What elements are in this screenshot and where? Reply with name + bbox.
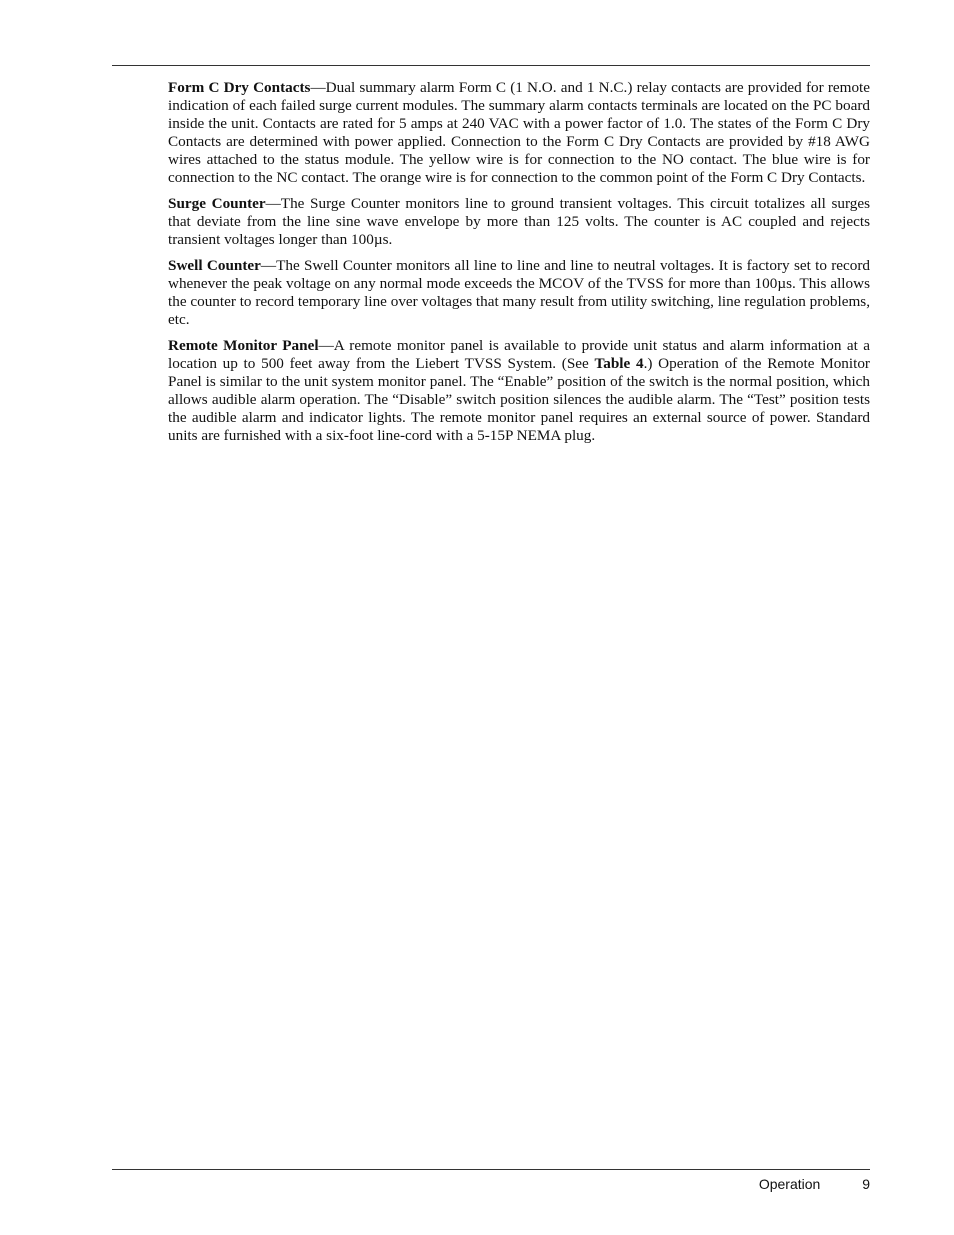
- footer-section-title: Operation: [758, 1176, 821, 1192]
- paragraph-text: —The Swell Counter monitors all line to line and line to neutral voltages. It is factory set to record whenever the peak voltage on any normal mode exceeds the MCOV of the TVSS for more than 100µs. This allows the counter to record temporary line over voltages that many result from utility switching, line regulation problems, etc.: [168, 257, 870, 328]
- paragraph-swell-counter: [168, 257, 870, 329]
- page-number: 9: [862, 1176, 870, 1192]
- paragraph-text-after-ref: .) Operation of the Remote Monitor Panel is similar to the unit system monitor panel. The “Enable” position of the switch is the normal position, which allows audible alarm operation. The “Disable” switch position silences the audible alarm. The “Test” position tests the audible alarm and indicator lights. The remote monitor panel requires an external source of power. Standard units are furnished with a six-foot line-cord with a 5-15P NEMA plug.: [168, 355, 870, 444]
- page-footer: [759, 1176, 870, 1192]
- footer-rule: [112, 1169, 870, 1170]
- table-reference-link[interactable]: Table 4: [594, 355, 644, 372]
- paragraph-text: —Dual summary alarm Form C (1 N.O. and 1 N.C.) relay contacts are provided for remote indication of each failed surge current modules. The summary alarm contacts terminals are located on the PC board inside the unit. Contacts are rated for 5 amps at 240 VAC with a power factor of 1.0. The states of the Form C Dry Contacts are determined with power applied. Connection to the Form C Dry Contacts are provided by #18 AWG wires attached to the status module. The yellow wire is for connection to the NO contact. The blue wire is for connection to the NC contact. The orange wire is for connection to the common point of the Form C Dry Contacts.: [168, 79, 870, 186]
- paragraph-text: —The Surge Counter monitors line to ground transient voltages. This circuit totalizes all surges that deviate from the line sine wave envelope by more than 125 volts. The counter is AC coupled and rejects transient voltages longer than 100µs.: [168, 195, 870, 248]
- paragraph-remote-monitor-panel: [168, 337, 870, 445]
- header-rule: [112, 65, 870, 66]
- paragraph-surge-counter: [168, 195, 870, 249]
- paragraph-form-c-dry-contacts: [168, 79, 870, 187]
- term-form-c-dry-contacts: Form C Dry Contacts: [168, 79, 311, 96]
- body-text: [168, 79, 870, 453]
- term-remote-monitor-panel: Remote Monitor Panel: [168, 337, 319, 354]
- paragraph-text-before-ref: —A remote monitor panel is available to provide unit status and alarm information at a location up to 500 feet away from the Liebert TVSS System. (See: [168, 337, 870, 372]
- term-swell-counter: Swell Counter: [168, 257, 261, 274]
- term-surge-counter: Surge Counter: [168, 195, 266, 212]
